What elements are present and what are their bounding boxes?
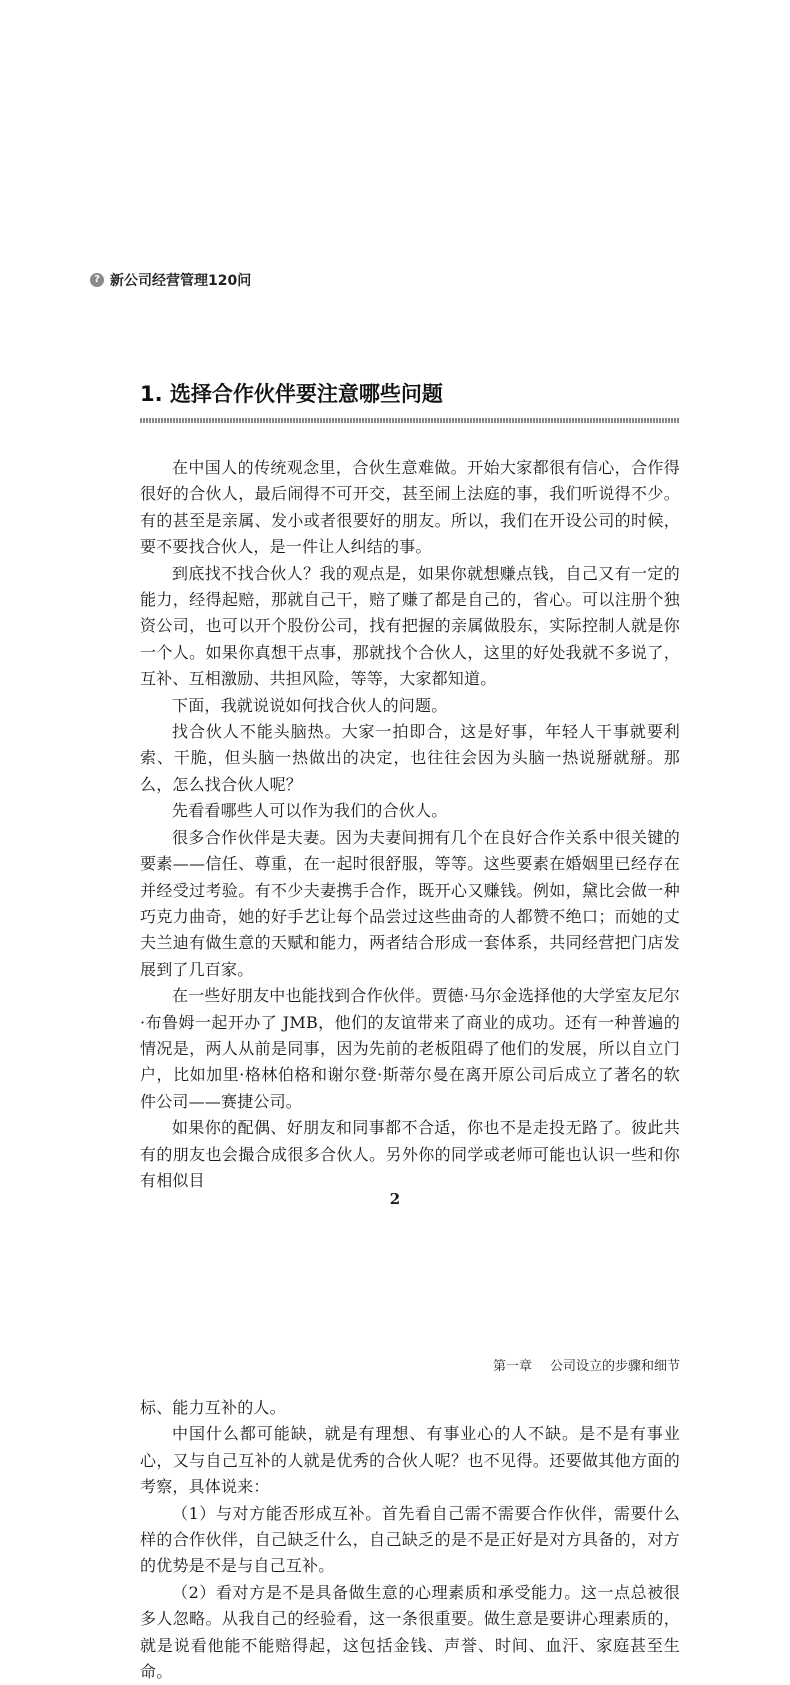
paragraph: （1）与对方能否形成互补。首先看自己需不需要合作伙伴，需要什么样的合作伙伴，自己缺乏什么，自己缺乏的是不是正好是对方具备的，对方的优势是不是与自己互补。 [140,1503,680,1576]
chapter-label: 第一章 [492,1359,532,1374]
book-running-header [90,270,251,290]
paragraph: 找合伙人不能头脑热。大家一拍即合，这是好事，年轻人干事就要利索、干脆，但头脑一热做出的决定，也往往会因为头脑一热说掰就掰。那么，怎么找合伙人呢？ [140,722,680,794]
page-one-body [140,455,680,1194]
paragraph: 在中国人的传统观念里，合伙生意难做。开始大家都很有信心，合作得很好的合伙人，最后闹得不可开交，甚至闹上法庭的事，我们听说得不少。有的甚至是亲属、发小或者很要好的朋友。所以，我们在开设公司的时候，要不要找合伙人，是一件让人纠结的事。 [140,458,680,557]
page-number: 2 [389,1190,401,1208]
section-title: 1. 选择合作伙伴要注意哪些问题 [140,382,443,406]
paragraph: 到底找不找合伙人？我的观点是，如果你就想赚点钱，自己又有一定的能力，经得起赔，那就自己干，赔了赚了都是自己的，省心。可以注册个独资公司，也可以开个股份公司，找有把握的亲属做股东，实际控制人就是你一个人。如果你真想干点事，那就找个合伙人，这里的好处我就不多说了，互补、互相激励、共担风险，等等，大家都知道。 [140,563,680,689]
title-divider [140,418,680,423]
paragraph: （2）看对方是不是具备做生意的心理素质和承受能力。这一点总被很多人忽略。从我自己的经验看，这一条很重要。做生意是要讲心理素质的，就是说看他能不能赔得起，这包括金钱、声誉、时间、血汗、家庭甚至生命。 [140,1582,680,1682]
paragraph: 很多合作伙伴是夫妻。因为夫妻间拥有几个在良好合作关系中很关键的要素——信任、尊重，在一起时很舒服，等等。这些要素在婚姻里已经存在并经受过考验。有不少夫妻携手合作，既开心又赚钱。例如，黛比会做一种巧克力曲奇，她的好手艺让每个品尝过这些曲奇的人都赞不绝口；而她的丈夫兰迪有做生意的天赋和能力，两者结合形成一套体系，共同经营把门店发展到了几百家。 [140,827,680,979]
paragraph: 中国什么都可能缺，就是有理想、有事业心的人不缺。是不是有事业心，又与自己互补的人就是优秀的合伙人呢？也不见得。还要做其他方面的考察，具体说来： [140,1424,680,1497]
question-mark-icon: ? [90,273,104,287]
paragraph: 标、能力互补的人。 [140,1398,286,1417]
paragraph: 下面，我就说说如何找合伙人的问题。 [172,695,448,715]
page-two-body [140,1395,680,1685]
paragraph: 在一些好朋友中也能找到合作伙伴。贾德·马尔金选择他的大学室友尼尔·布鲁姆一起开办了 JMB，他们的友谊带来了商业的成功。还有一种普遍的情况是，两人从前是同事，因为先前的老板阻碍了他们的发展，所以自立门户，比如加里·格林伯格和谢尔登·斯蒂尔曼在离开原公司后成立了著名的软件公司——赛捷公司。 [140,986,680,1111]
paragraph: 如果你的配偶、好朋友和同事都不合适，你也不是走投无路了。彼此共有的朋友也会撮合成很多合伙人。另外你的同学或老师可能也认识一些和你有相似目 [140,1118,680,1190]
book-title: 新公司经营管理120问 [110,273,252,289]
chapter-running-header [493,1355,680,1374]
paragraph: 先看看哪些人可以作为我们的合伙人。 [172,801,448,821]
chapter-title: 公司设立的步骤和细节 [549,1359,680,1374]
